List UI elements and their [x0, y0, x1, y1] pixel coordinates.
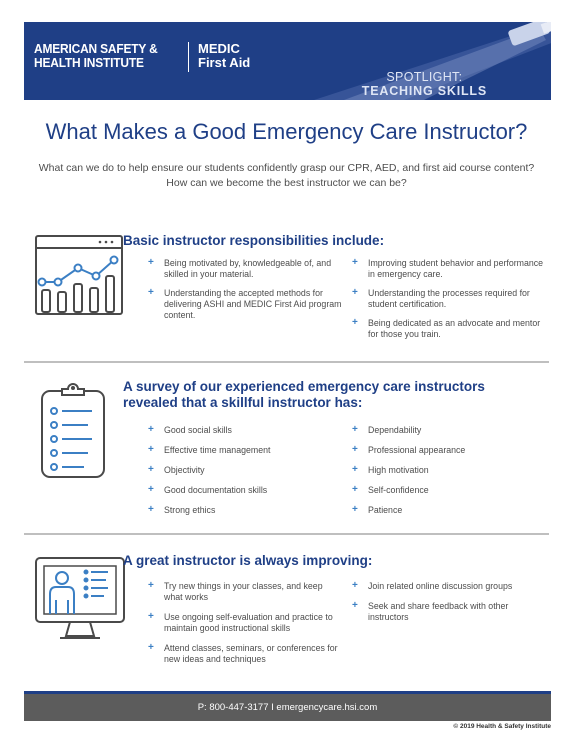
plus-icon: + — [148, 257, 154, 268]
section1-title: Basic instructor responsibilities include: — [123, 233, 385, 248]
plus-icon: + — [352, 257, 358, 268]
plus-icon: + — [148, 287, 154, 298]
clipboard-checklist-icon — [40, 383, 106, 479]
plus-icon: + — [148, 444, 154, 455]
page-title: What Makes a Good Emergency Care Instructor? — [45, 119, 528, 144]
plus-icon: + — [352, 317, 358, 328]
list-item: + Being dedicated as an advocate and mentor for those you train. — [352, 317, 541, 339]
list-item: + Use ongoing self-evaluation and practice to maintain good instructional skills — [148, 611, 333, 633]
section-divider — [24, 533, 549, 535]
list-item: + Try new things in your classes, and keep what works — [148, 580, 323, 602]
list-item: + Join related online discussion groups — [352, 580, 513, 591]
plus-icon: + — [148, 464, 154, 475]
plus-icon: + — [352, 484, 358, 495]
footer-contact: P: 800-447-3177 I emergencycare.hsi.com — [197, 702, 378, 713]
section3-right-list — [352, 581, 532, 623]
monitor-presenter-icon — [34, 556, 126, 642]
list-item: + Seek and share feedback with other instructors — [352, 600, 509, 622]
intro-text: What can we do to help ensure our students confidently grasp our CPR, AED, and first aid course content? How can we become the best instructor we can be? — [38, 162, 535, 189]
list-item: + Being motivated by, knowledgeable of, and skilled in your material. — [148, 257, 332, 279]
section3-left-list — [148, 581, 343, 665]
list-item: + Good documentation skills — [148, 484, 268, 495]
copyright-text: © 2019 Health & Safety Institute — [453, 723, 551, 730]
list-item: + Understanding the processes required for student certification. — [352, 287, 530, 309]
growth-chart-icon — [34, 234, 126, 318]
plus-icon: + — [352, 287, 358, 298]
plus-icon: + — [352, 444, 358, 455]
plus-icon: + — [148, 424, 154, 435]
plus-icon: + — [148, 611, 154, 622]
section3-title: A great instructor is always improving: — [123, 553, 373, 568]
list-item: + Objectivity — [148, 464, 205, 475]
logo-divider — [188, 42, 189, 72]
footer-bar — [24, 691, 551, 721]
plus-icon: + — [148, 504, 154, 515]
list-item: + Attend classes, seminars, or conferences for new ideas and techniques — [148, 642, 338, 664]
plus-icon: + — [352, 504, 358, 515]
header-banner — [24, 22, 551, 100]
plus-icon: + — [148, 580, 154, 591]
list-item: + Improving student behavior and performance in emergency care. — [352, 257, 544, 279]
plus-icon: + — [148, 484, 154, 495]
plus-icon: + — [148, 642, 154, 653]
section2-left-list — [148, 425, 343, 516]
list-item: + Patience — [352, 504, 403, 515]
spotlight-label: SPOTLIGHT: TEACHING SKILLS — [361, 70, 487, 98]
list-item: + Strong ethics — [148, 504, 216, 515]
section-divider — [24, 361, 549, 363]
list-item: + Dependability — [352, 424, 422, 435]
medic-first-aid-logo: MEDIC First Aid — [198, 41, 251, 70]
section1-right-list — [352, 258, 547, 340]
ashi-logo: AMERICAN SAFETY & HEALTH INSTITUTE — [34, 41, 158, 70]
list-item: + Professional appearance — [352, 444, 466, 455]
section1-left-list — [148, 258, 343, 321]
list-item: + Good social skills — [148, 424, 232, 435]
plus-icon: + — [352, 600, 358, 611]
list-item: + Effective time management — [148, 444, 271, 455]
section2-right-list — [352, 425, 547, 516]
list-item: + Understanding the accepted methods for delivering ASHI and MEDIC First Aid program content. — [148, 287, 342, 320]
list-item: + Self-confidence — [352, 484, 429, 495]
plus-icon: + — [352, 424, 358, 435]
section2-title: A survey of our experienced emergency care instructors revealed that a skillful instructor has: — [123, 379, 485, 410]
plus-icon: + — [352, 580, 358, 591]
list-item: + High motivation — [352, 464, 429, 475]
plus-icon: + — [352, 464, 358, 475]
